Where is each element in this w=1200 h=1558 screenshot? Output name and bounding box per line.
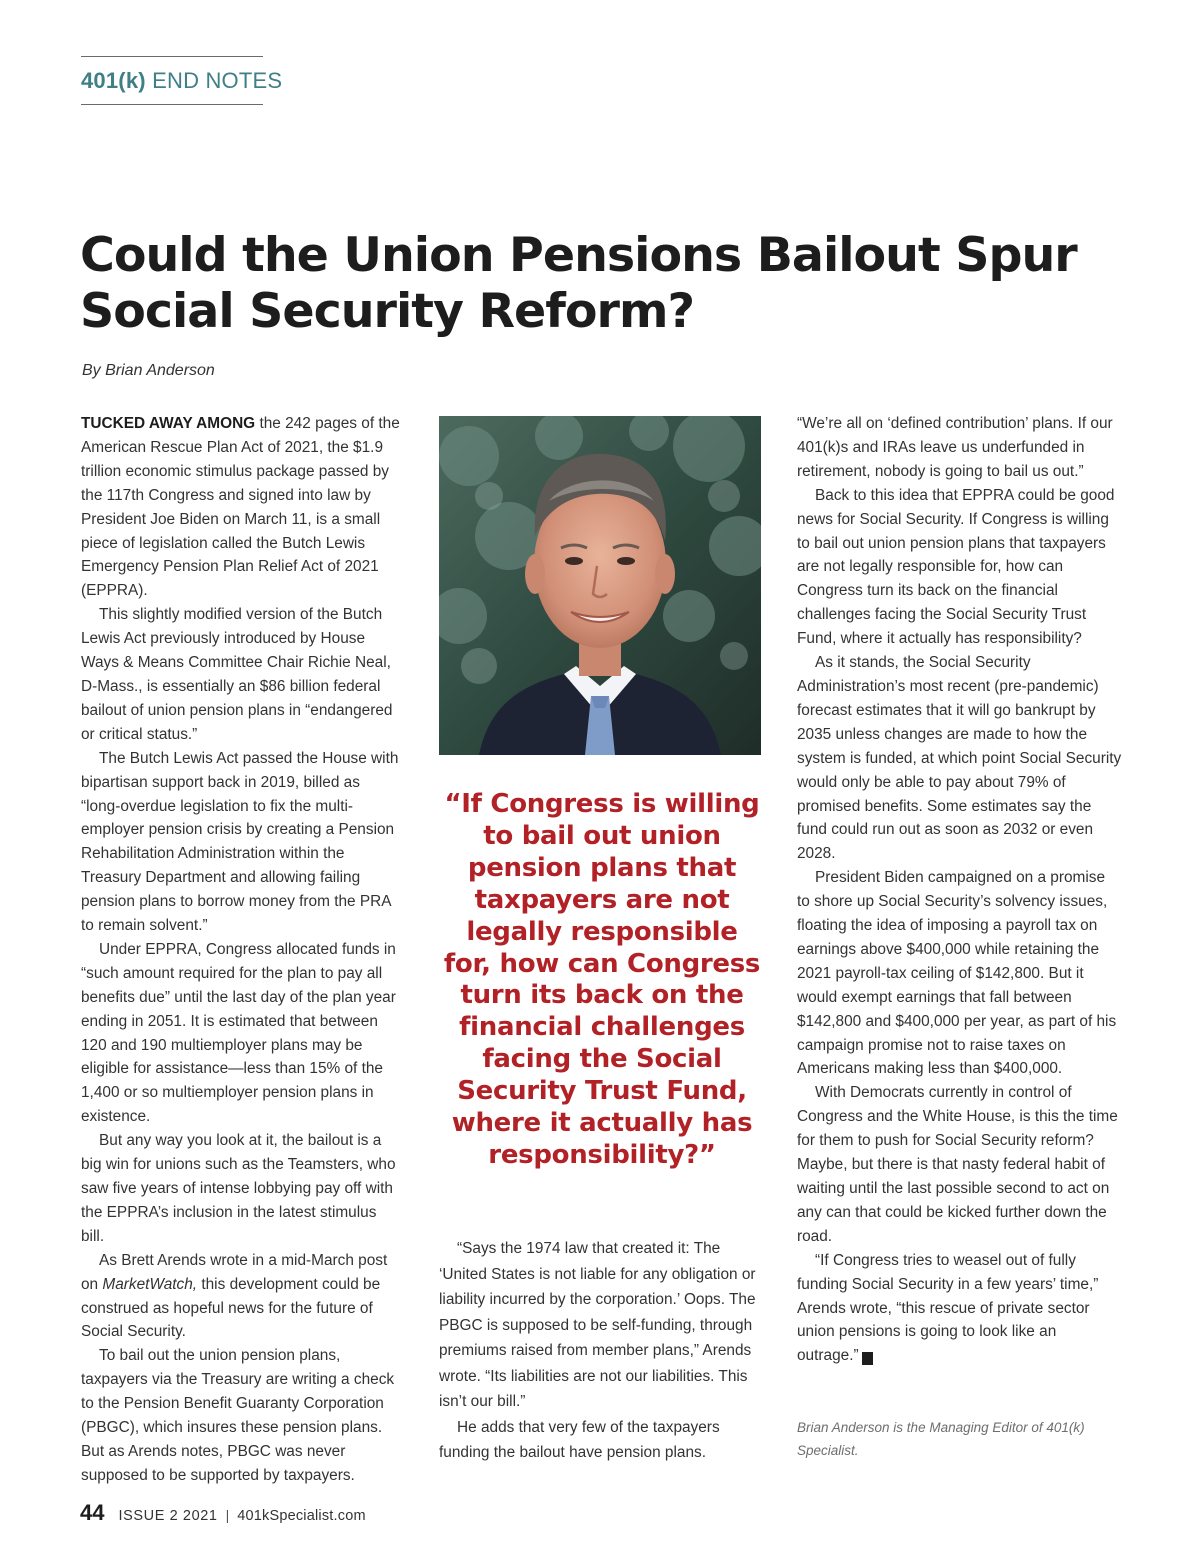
section-label (81, 68, 282, 94)
page-number: 44 (80, 1500, 105, 1525)
end-mark-icon: K (862, 1352, 873, 1365)
paragraph: President Biden campaigned on a promise to shore up Social Security’s solvency issues, floating the idea of imposing a payroll tax on earnings above $400,000 while retaining the 2021 payroll-tax ceiling of $142,800. But it would exempt earnings that fall between $142,800 and $400,000 per year, as part of his campaign promise not to raise taxes on Americans making less than $400,000. (797, 869, 1117, 1078)
issue-label: ISSUE 2 2021 (118, 1508, 218, 1524)
paragraph (797, 1249, 1122, 1369)
article-column-3 (797, 412, 1122, 1368)
paragraph: He adds that very few of the taxpayers funding the bailout have pension plans. (439, 1418, 720, 1461)
paragraph-text: “If Congress tries to weasel out of fully funding Social Security in a few years’ time,” Arends wrote, “this rescue of private sector union pensions is going to look like an outrage.” (797, 1251, 1099, 1365)
paragraph: As it stands, the Social Security Administration’s most recent (pre-pandemic) forecast estimates that it will go bankrupt by 2035 unless changes are made to how the system is funded, at which point Social Security would only be able to pay about 79% of promised benefits. Some estimates say the fund could run out as soon as 2032 or even 2028. (797, 654, 1122, 863)
headline-line-1: Could the Union Pensions Bailout Spur (80, 228, 1077, 283)
paragraph-text: As Brett Arends wrote in a mid-March post on (81, 1251, 388, 1293)
paragraph: Back to this idea that EPPRA could be good news for Social Security. If Congress is willing to bail out union pension plans that taxpayers are not legally responsible for, how can Congress turn its back on the financial challenges facing the Social Security Trust Fund, where it actually has responsibility? (797, 486, 1115, 648)
page-footer (80, 1500, 366, 1526)
author-photo (439, 416, 761, 755)
website-link[interactable]: 401kSpecialist.com (237, 1508, 366, 1524)
paragraph: But any way you look at it, the bailout is a big win for unions such as the Teamsters, who saw five years of intense lobbying pay off with the EPPRA’s inclusion in the latest stimulus bill. (81, 1132, 396, 1245)
lead-in: TUCKED AWAY AMONG (81, 415, 256, 432)
article-headline (80, 228, 1080, 340)
author-bio: Brian Anderson is the Managing Editor of 401(k) Specialist. (797, 1420, 1085, 1458)
article-column-1 (81, 412, 403, 1488)
publication-name: MarketWatch, (102, 1275, 198, 1293)
paragraph-text: this development could be construed as hopeful news for the future of Social Security. (81, 1275, 381, 1341)
paragraph (81, 1249, 403, 1345)
paragraph: Under EPPRA, Congress allocated funds in “such amount required for the plan to pay all benefits due” until the last day of the plan year ending in 2051. It is estimated that between 120 and 190 multiemployer plans may be eligible for assistance—less than 15% of the 1,400 or so multiemployer pension plans in existence. (81, 940, 396, 1126)
footer-separator: | (225, 1507, 230, 1523)
section-name: END NOTES (152, 68, 283, 93)
paragraph: “Says the 1974 law that created it: The ‘United States is not liable for any obligation or liability incurred by the corporation.’ Oops. The PBGC is supposed to be self-funding, through premiums raised from member plans,” Arends wrote. “Its liabilities are not our liabilities. This isn’t our bill.” (439, 1240, 756, 1410)
paragraph: The Butch Lewis Act passed the House with bipartisan support back in 2019, billed as “long-overdue legislation to fix the multi-employer pension crisis by creating a Pension Rehabilitation Administration within the Treasury Department and allowing failing pension plans to borrow money from the PRA to remain solvent.” (81, 749, 399, 935)
paragraph: This slightly modified version of the Butch Lewis Act previously introduced by House Ways & Means Committee Chair Richie Neal, D-Mass., is essentially an $86 billion federal bailout of union pension plans in “endangered or critical status.” (81, 606, 393, 743)
article-column-2 (439, 1236, 761, 1466)
paragraph: “We’re all on ‘defined contribution’ plans. If our 401(k)s and IRAs leave us underfunded in retirement, nobody is going to bail us out.” (797, 415, 1113, 480)
section-rule-top (81, 56, 263, 57)
section-prefix: 401(k) (81, 68, 146, 93)
byline: By Brian Anderson (82, 362, 215, 379)
paragraph (81, 412, 403, 603)
headline-line-2: Social Security Reform? (80, 284, 695, 339)
paragraph: With Democrats currently in control of Congress and the White House, is this the time for them to push for Social Security reform? Maybe, but there is that nasty federal habit of waiting until the last possible second to act on any can that could be kicked further down the road. (797, 1084, 1118, 1245)
section-rule-bottom (81, 104, 263, 105)
paragraph-text: the 242 pages of the American Rescue Plan Act of 2021, the $1.9 trillion economic stimulus package passed by the 117th Congress and signed into law by President Joe Biden on March 11, is a small piece of legislation called the Butch Lewis Emergency Pension Plan Relief Act of 2021 (EPPRA). (81, 415, 400, 600)
paragraph: To bail out the union pension plans, taxpayers via the Treasury are writing a check to the Pension Benefit Guaranty Corporation (PBGC), which insures these pension plans. But as Arends notes, PBGC was never supposed to be supported by taxpayers. (81, 1347, 395, 1484)
pull-quote: “If Congress is willing to bail out union pension plans that taxpayers are not legally responsible for, how can Congress turn its back on the financial challenges facing the Social Security Trust Fund, where it actually has responsibility?” (443, 789, 761, 1170)
